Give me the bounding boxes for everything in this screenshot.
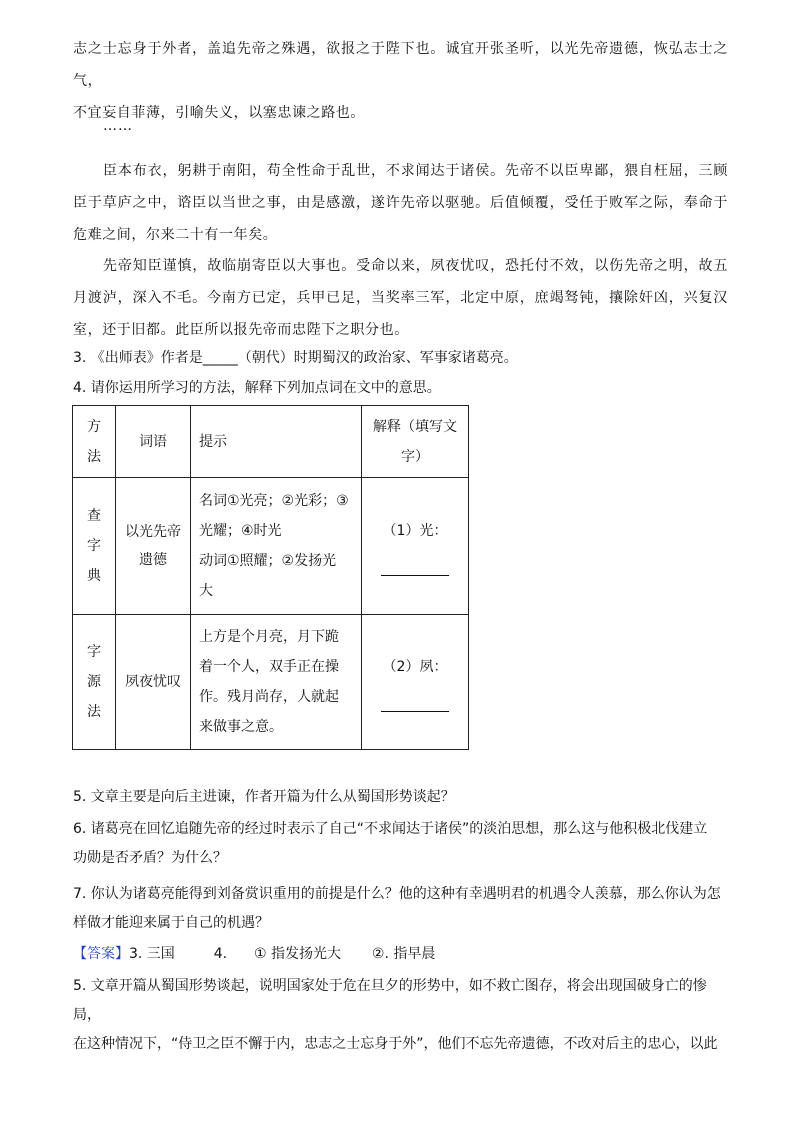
passage-line: 不宜妄自菲薄，引喻失义，以塞忠谏之路也。 (73, 105, 365, 121)
question-4: 4. 请你运用所学习的方法，解释下列加点词在文中的意思。 (73, 380, 441, 396)
answer-tag: 【答案】 (73, 946, 129, 962)
answer-5: 5. 文章开篇从蜀国形势谈起，说明国家处于危在旦夕的形势中，如不救亡图存，将会出现国破身亡的惨局， 在这种情况下，“侍卫之臣不懈于内，忠志之士忘身于外”，他们不忘先帝遗德，不改对后主的忠心，以此 (73, 978, 718, 1052)
passage-block-3 (73, 250, 728, 346)
cell-word: 以光先帝遗德 (116, 478, 191, 615)
passage-ellipsis: …… (103, 118, 133, 134)
passage-block-1 (73, 33, 728, 129)
answer-4-2: 指早晨 (393, 946, 436, 962)
answer-4-2-mark: ②. (371, 946, 389, 962)
answer-4-1-mark: ① (253, 946, 267, 962)
answer-4-number: 4. (213, 946, 228, 962)
answer-line (73, 940, 733, 969)
question-6: 6. 诸葛亮在回忆追随先帝的经过时表示了自己“不求闻达于诸侯”的淡泊思想，那么这与他积极北伐建立 功勋是否矛盾？为什么？ (73, 821, 708, 866)
question-7: 7. 你认为诸葛亮能得到刘备赏识重用的前提是什么？他的这种有幸遇明君的机遇令人羡慕，那么你认为怎 样做才能迎来属于自己的机遇？ (73, 886, 721, 931)
table-row (73, 478, 469, 615)
cell-explain (362, 615, 469, 750)
passage-paragraph: 臣本布衣，躬耕于南阳，苟全性命于乱世，不求闻达于诸侯。先帝不以臣卑鄙，猥自枉屈，三顾臣于草庐之中，谘臣以当世之事，由是感激，遂许先帝以驱驰。后值倾覆，受任于败军之际，奉命于危难之间，尔来二十有一年矣。 (73, 163, 728, 243)
table-row (73, 615, 469, 750)
answer-prompt: （1）光： (382, 523, 448, 539)
passage-line: 志之士忘身于外者，盖追先帝之殊遇，欲报之于陛下也。诚宜开张圣听，以光先帝遗德，恢弘志士之气， (73, 41, 728, 89)
table-header-row (73, 406, 469, 478)
explanation-table (72, 405, 469, 750)
cell-method: 字源法 (73, 615, 116, 750)
cell-hint: 上方是个月亮，月下跪 着一个人，双手正在操 作。残月尚存，人就起 来做事之意。 (191, 615, 362, 750)
passage-block-2 (73, 155, 728, 251)
header-word: 词语 (116, 406, 191, 478)
header-hint: 提示 (191, 406, 362, 478)
answer-blank[interactable] (381, 561, 449, 576)
cell-hint: 名词①光亮；②光彩；③ 光耀；④时光 动词①照耀；②发扬光 大 (191, 478, 362, 615)
answer-blank[interactable] (381, 697, 449, 712)
cell-word: 夙夜忧叹 (116, 615, 191, 750)
passage-paragraph: 先帝知臣谨慎，故临崩寄臣以大事也。受命以来，夙夜忧叹，恐托付不效，以伤先帝之明，故五月渡泸，深入不毛。今南方已定，兵甲已足，当奖率三军，北定中原，庶竭驽钝，攘除奸凶，兴复汉室，还于旧都。此臣所以报先帝而忠陛下之职分也。 (73, 258, 728, 338)
answer-3: 3. 三国 (129, 946, 175, 962)
header-method: 方法 (73, 406, 116, 478)
answer-prompt: （2）夙： (382, 659, 448, 675)
question-5: 5. 文章主要是向后主进谏，作者开篇为什么从蜀国形势谈起？ (73, 789, 455, 805)
question-3: 3. 《出师表》作者是_____（朝代）时期蜀汉的政治家、军事家诸葛亮。 (73, 350, 518, 366)
answer-4-1: 指发扬光大 (271, 946, 341, 962)
header-explain: 解释（填写文字） (362, 406, 469, 478)
cell-explain (362, 478, 469, 615)
cell-method: 查字典 (73, 478, 116, 615)
